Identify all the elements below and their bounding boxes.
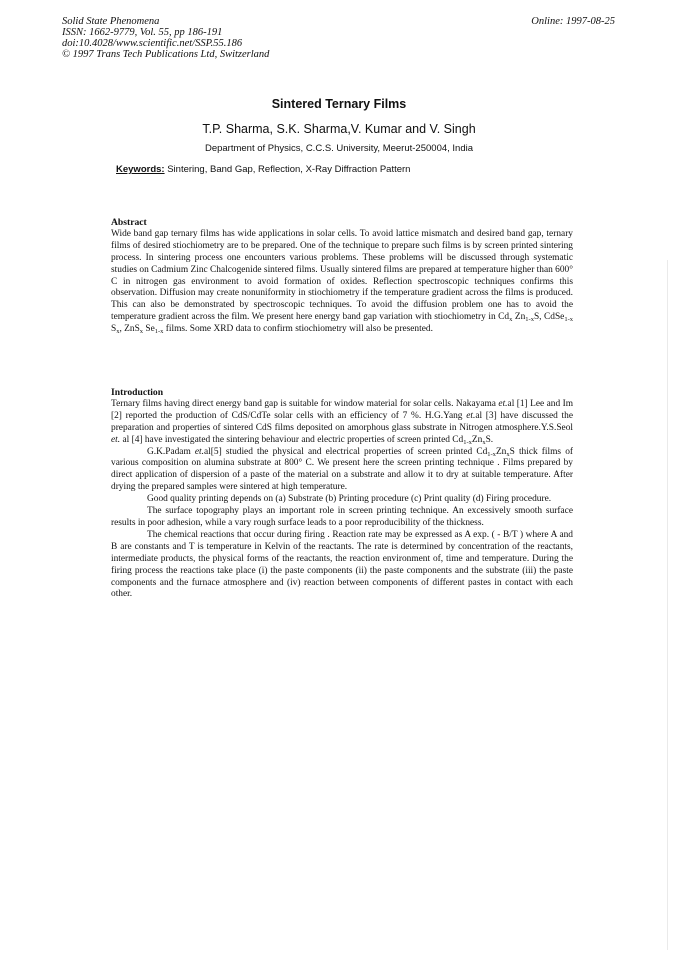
journal-name: Solid State Phenomena: [62, 16, 160, 27]
abstract-section: [111, 217, 573, 336]
affiliation: Department of Physics, C.C.S. University, Meerut-250004, India: [204, 143, 474, 154]
introduction-section: [111, 387, 573, 601]
paper-title: Sintered Ternary Films: [271, 97, 407, 111]
abstract-heading: Abstract: [111, 217, 147, 228]
issn-line: ISSN: 1662-9779, Vol. 55, pp 186-191: [62, 27, 223, 38]
intro-paragraph-4: The surface topography plays an important role in screen printing technique. An excessively smooth surface results in poor adhesion, while a vary rough surface leads to a poor reproducibility of the thickness.: [111, 506, 573, 528]
journal-header: [62, 16, 269, 60]
intro-paragraph-5: The chemical reactions that occur during firing . Reaction rate may be expressed as A exp. ( - B/T ) where A and B are constants and T is temperature in Kelvin of the reactants. The rate is determined by concentration of the reactants, intermediate products, the physical forms of the reactants, the reaction environment of, time and temperature. During the firing process the reactions take place (i) the paste components (ii) the paste components and the substrate (iii) the paste components and the furnace atmosphere and (iv) reaction between components of different pastes in contact with each other.: [111, 529, 573, 600]
online-date: Online: 1997-08-25: [531, 16, 615, 27]
keywords-line: [116, 164, 410, 175]
scan-edge-line: [667, 260, 668, 950]
copyright-line: © 1997 Trans Tech Publications Ltd, Switzerland: [62, 49, 270, 60]
intro-paragraph-3: Good quality printing depends on (a) Substrate (b) Printing procedure (c) Print quality (d) Firing procedure.: [147, 494, 552, 505]
abstract-paragraph: Wide band gap ternary films has wide applications in solar cells. To avoid lattice mismatch and desired band gap, ternary films of desired stiochiometry are to be prepared. One of the technique to prepare such films is by screen printed sintering process. In sintering process one encounters various problems. These problems will be discussed through systematic studies on Cadmium Zinc Chalcogenide sintered films. Usually sintered films are prepared at temperature higher than 600° C in nitrogen gas environment to avoid formation of oxides. Reflection spectroscopic techniques confirms this observation. Diffusion may create nonuniformity in stiochiometry if the temperature gradient across the films is produced. This can also be demonstrated by spectroscopic techniques. To avoid the diffusion problem one has to avoid the temperature gradient across the film. We present here energy band gap variation with stiochiometry in $Cd_x$ $Zn_{1-x}S$, CdSe$_{1-x}$ $S_x$, ZnS$_x$ $Se_{1-x}$ films. Some XRD data to confirm stiochiometry will also be presented.: [111, 228, 574, 336]
author-list: T.P. Sharma, S.K. Sharma,V. Kumar and V. Singh: [202, 122, 476, 136]
keywords-text: Sintering, Band Gap, Reflection, X-Ray Diffraction Pattern: [167, 164, 411, 175]
intro-paragraph-2: G.K.Padam et.al[5] studied the physical and electrical properties of screen printed $Cd_{1-x}Zn_xS$ thick films of various composition on alumina substrate at 800° C. We present here the screen printing technique . Films prepared by direct application of dispersion of a paste of the material on a substrate and allow it to dry at suitable temperature. After drying the prepared samples were sintered at high temperature.: [111, 446, 574, 493]
introduction-heading: Introduction: [111, 387, 164, 398]
intro-paragraph-1: Ternary films having direct energy band gap is suitable for window material for solar cells. Nakayama et.al [1] Lee and Im [2] reported the production of CdS/CdTe solar cells with an efficiency of 7 %. H.G.Yang et.al [3] have discussed the preparation and properties of sintered CdS films deposited on amorphous glass substrate in Nitrogen atmosphere.Y.S.Seol et. al [4] have investigated the sintering behaviour and electric properties of screen printed $Cd_{1-x}Zn_xS$.: [111, 398, 574, 446]
keywords-label: Keywords:: [116, 164, 165, 175]
doi-line: doi:10.4028/www.scientific.net/SSP.55.186: [62, 38, 243, 49]
